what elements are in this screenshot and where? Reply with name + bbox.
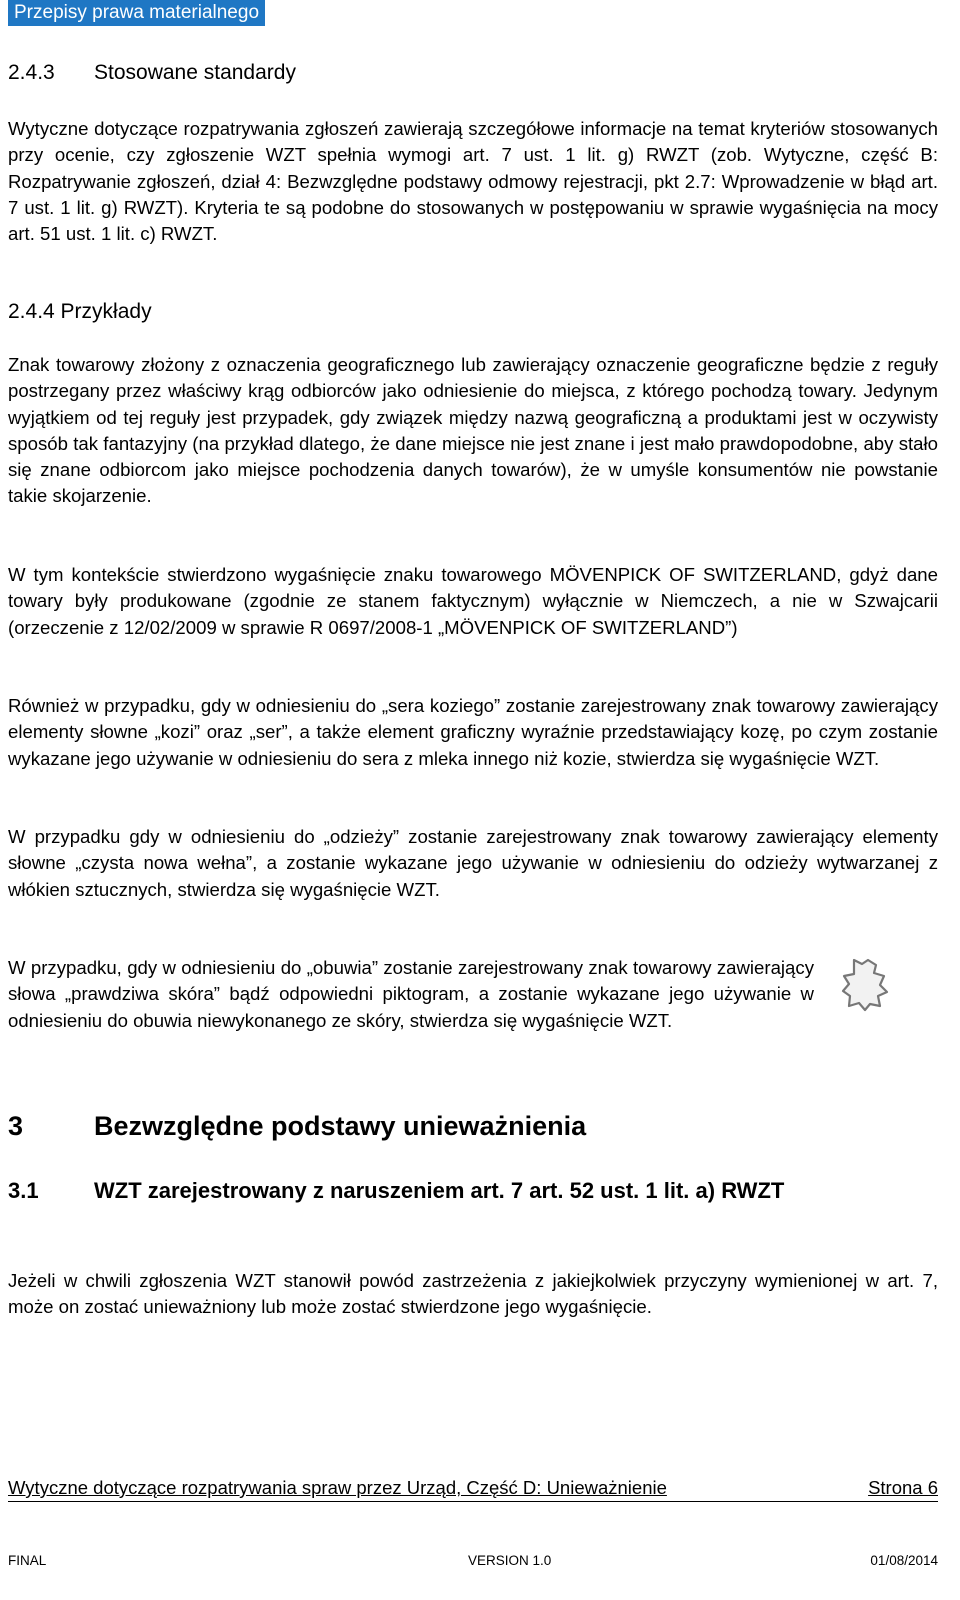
footer-divider (8, 1501, 938, 1502)
section-31-paragraph: Jeżeli w chwili zgłoszenia WZT stanowił powód zastrzeżenia z jakiejkolwiek przyczyny wymienionej w art. 7, może on zostać unieważniony lub może zostać stwierdzone jego wygaśnięcie. (8, 1270, 938, 1318)
paragraph-examples-intro: Znak towarowy złożony z oznaczenia geograficznego lub zawierający oznaczenie geograficzne będzie z reguły postrzegany przez właściwy krąg odbiorców jako odniesienie do miejsca, z którego pochodzą towary. Jedynym wyjątkiem od tej reguły jest przypadek, gdy związek między nazwą geograficzną a produktami jest w oczywisty sposób tak fantazyjny (na przykład dlatego, że dane miejsce nie jest znane i jest mało prawdopodobne, aby stało się znane odbiorcom jako miejsce pochodzenia danych towarów), że w umyśle konsumentów nie powstanie takie skojarzenie. (8, 354, 938, 507)
section-3-title: Bezwzględne podstawy unieważnienia (94, 1111, 587, 1141)
footer-date: 01/08/2014 (870, 1553, 938, 1568)
section-243-number: 2.4.3 (8, 61, 55, 84)
paragraph-wool: W przypadku gdy w odniesieniu do „odzieży” zostanie zarejestrowany znak towarowy zawierający elementy słowne „czysta nowa wełna”, a zostanie wykazane jego używanie w odniesieniu do odzieży wytwarzanej z włókien sztucznych, stwierdza się wygaśnięcie WZT. (8, 826, 938, 900)
section-243-title: Stosowane standardy (94, 61, 296, 84)
footer-page-number: Strona 6 (868, 1477, 938, 1498)
section-243-heading (8, 60, 296, 86)
footer-version: VERSION 1.0 (468, 1553, 552, 1568)
section-31-number: 3.1 (8, 1178, 39, 1203)
paragraph-leather: W przypadku, gdy w odniesieniu do „obuwia” zostanie zarejestrowany znak towarowy zawierający słowa „prawdziwa skóra” bądź odpowiedni piktogram, a zostanie wykazane jego używanie w odniesieniu do obuwia niewykonanego ze skóry, stwierdza się wygaśnięcie WZT. (8, 957, 814, 1031)
section-31-title: WZT zarejestrowany z naruszeniem art. 7 art. 52 ust. 1 lit. a) RWZT (94, 1178, 785, 1203)
section-31-heading (8, 1176, 938, 1206)
section-243-paragraph: Wytyczne dotyczące rozpatrywania zgłoszeń zawierają szczegółowe informacje na temat kryteriów stosowanych przy ocenie, czy zgłoszenie WZT spełnia wymogi art. 7 ust. 1 lit. g) RWZT (zob. Wytyczne, część B: Rozpatrywanie zgłoszeń, dział 4: Bezwzględne podstawy odmowy rejestracji, pkt 2.7: Wprowadzenie w błąd art. 7 ust. 1 lit. g) RWZT). Kryteria te są podobne do stosowanych w postępowaniu w sprawie wygaśnięcia na mocy art. 51 ust. 1 lit. c) RWZT. (8, 118, 938, 245)
paragraph-goat-cheese: Również w przypadku, gdy w odniesieniu do „sera koziego” zostanie zarejestrowany znak towarowy zawierający elementy słowne „kozi” oraz „ser”, a także element graficzny wyraźnie przedstawiający kozę, po czym zostanie wykazane jego używanie w odniesieniu do sera z mleka innego niż kozie, stwierdza się wygaśnięcie WZT. (8, 695, 938, 769)
footer-title: Wytyczne dotyczące rozpatrywania spraw przez Urząd, Część D: Unieważnienie (8, 1477, 667, 1498)
document-page (8, 0, 938, 1600)
header-title: Przepisy prawa materialnego (8, 0, 265, 26)
footer-meta (8, 1551, 938, 1571)
section-3-heading (8, 1110, 586, 1142)
footer-status: FINAL (8, 1553, 47, 1568)
section-3-number: 3 (8, 1111, 24, 1141)
section-244-heading: 2.4.4 Przykłady (8, 300, 152, 323)
paragraph-movenpick: W tym kontekście stwierdzono wygaśnięcie znaku towarowego MÖVENPICK OF SWITZERLAND, gdyż dane towary były produkowane (zgodnie ze stanem faktycznym) wyłącznie w Niemczech, a nie w Szwajcarii (orzeczenie z 12/02/2009 w sprawie R 0697/2008-1 „MÖVENPICK OF SWITZERLAND”) (8, 564, 938, 638)
genuine-leather-icon (840, 956, 890, 1012)
footer (8, 1476, 938, 1500)
